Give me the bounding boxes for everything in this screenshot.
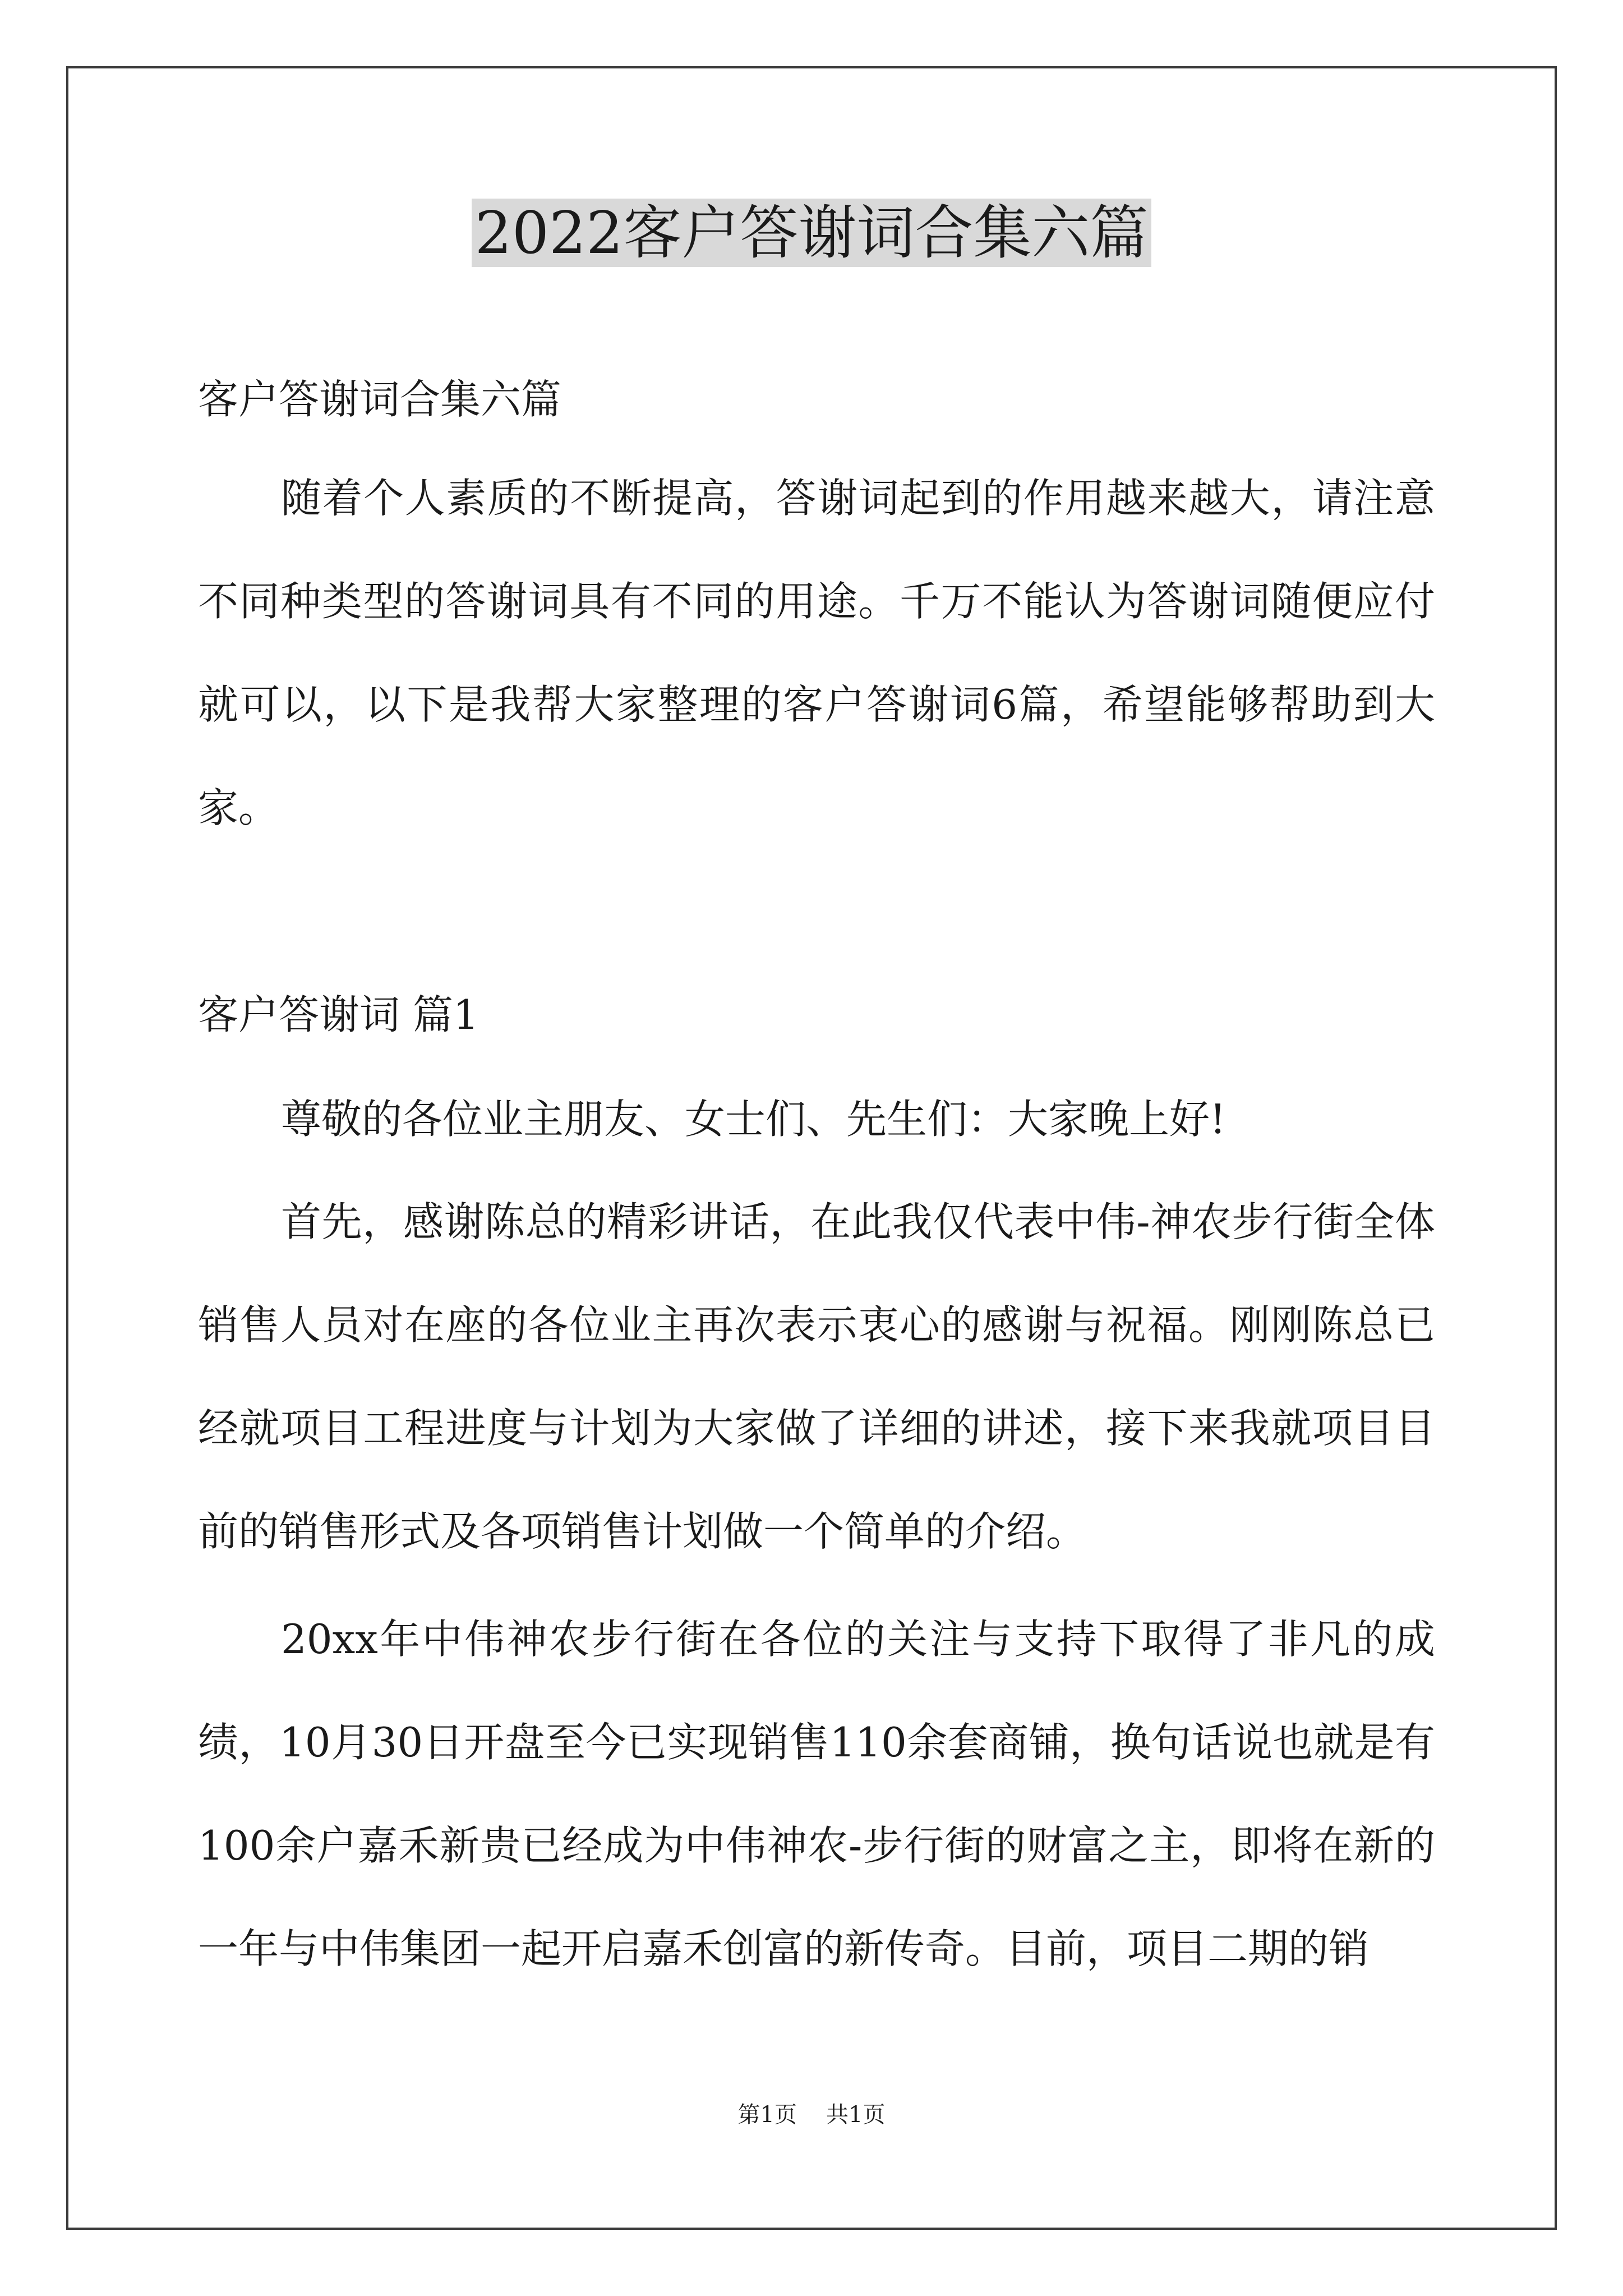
page-total: 共1页 bbox=[826, 2102, 886, 2128]
page-footer bbox=[0, 2097, 1623, 2129]
body-paragraph-2: 20xx年中伟神农步行街在各位的关注与支持下取得了非凡的成绩，10月30日开盘至今已实现销售110余套商铺，换句话说也就是有100余户嘉禾新贵已经成为中伟神农-步行街的财富之主，即将在新的一年与中伟集团一起开启嘉禾创富的新传奇。目前，项目二期的销 bbox=[198, 1616, 1435, 1972]
page-number: 第1页 bbox=[737, 2102, 797, 2128]
body-paragraph-1: 首先，感谢陈总的精彩讲话，在此我仅代表中伟-神农步行街全体销售人员对在座的各位业主再次表示衷心的感谢与祝福。刚刚陈总已经就项目工程进度与计划为大家做了详细的讲述，接下来我就项目目前的销售形式及各项销售计划做一个简单的介绍。 bbox=[198, 1198, 1435, 1555]
subtitle: 客户答谢词合集六篇 bbox=[198, 376, 562, 423]
section-heading: 客户答谢词 篇1 bbox=[198, 991, 479, 1038]
intro-paragraph: 随着个人素质的不断提高，答谢词起到的作用越来越大，请注意不同种类型的答谢词具有不同的用途。千万不能认为答谢词随便应付就可以，以下是我帮大家整理的客户答谢词6篇，希望能够帮助到大家。 bbox=[198, 475, 1435, 831]
document-title bbox=[0, 191, 1623, 275]
greeting-paragraph: 尊敬的各位业主朋友、女士们、先生们：大家晚上好! bbox=[281, 1096, 1226, 1143]
document-title-text: 2022客户答谢词合集六篇 bbox=[472, 199, 1152, 267]
